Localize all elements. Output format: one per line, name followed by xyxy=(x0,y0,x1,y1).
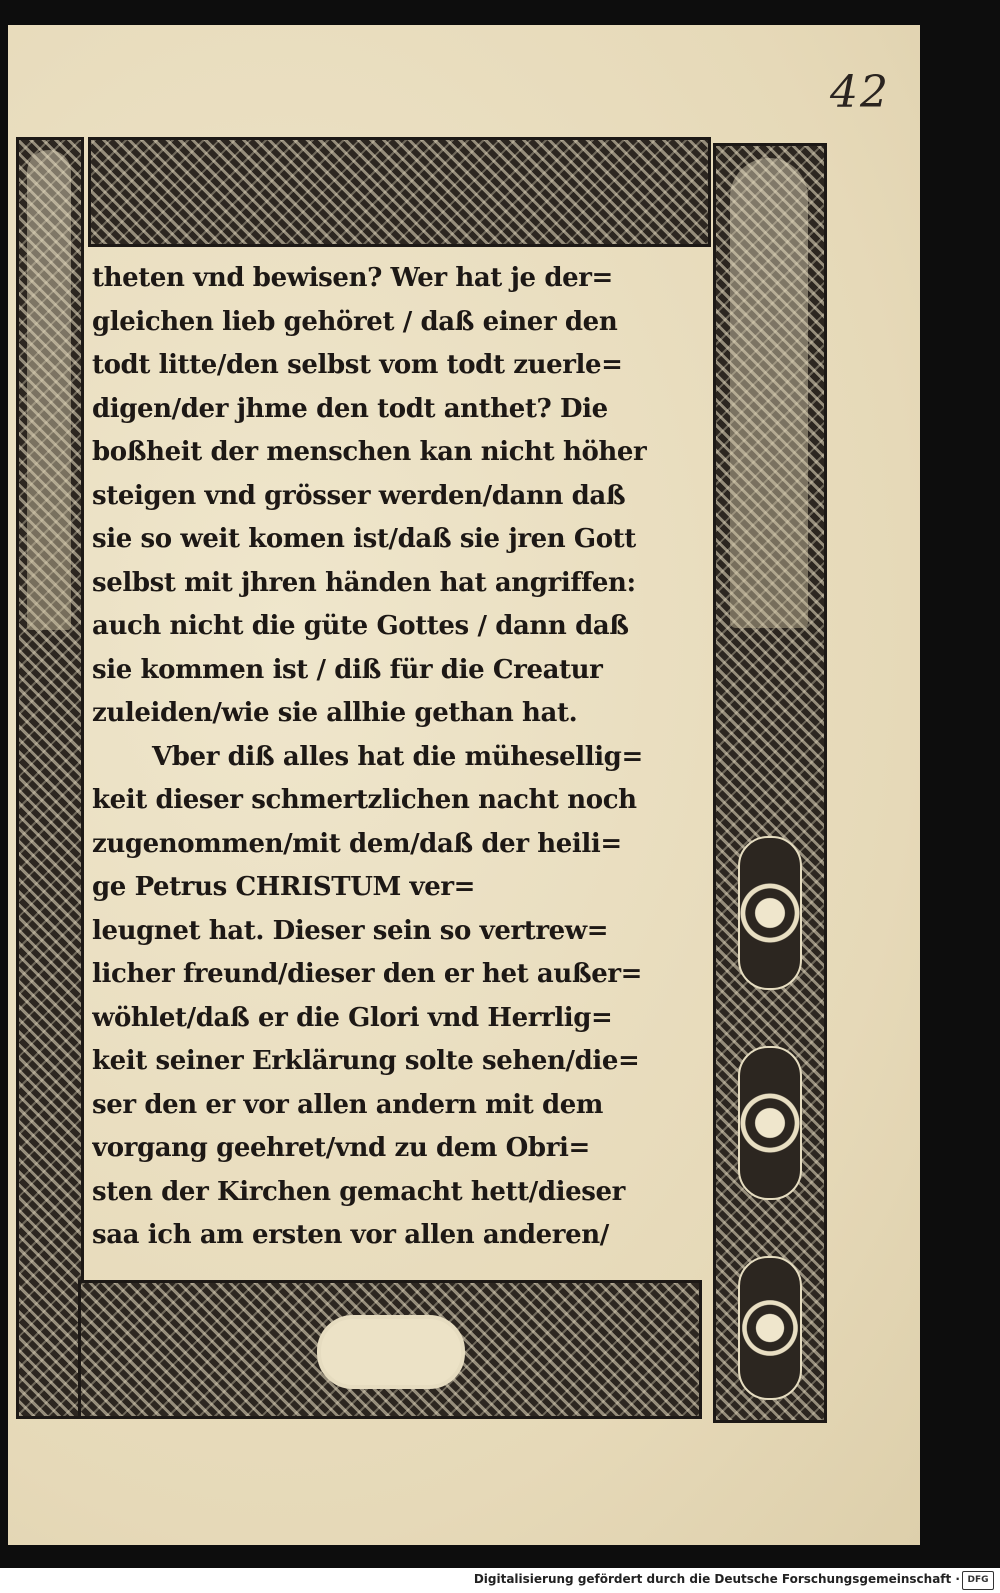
text-line: boßheit der menschen kan nicht höher xyxy=(92,437,647,467)
book-page xyxy=(8,25,920,1545)
text-line: theten vnd bewisen? Wer hat je der= xyxy=(92,263,613,293)
text-line: keit seiner Erklärung solte sehen/die= xyxy=(92,1046,640,1076)
column-medallion xyxy=(738,1256,802,1400)
text-line: ser den er vor allen andern mit dem xyxy=(92,1089,604,1120)
text-line: steigen vnd grösser werden/dann daß xyxy=(92,480,626,511)
text-line: ge Petrus CHRISTUM ver= xyxy=(92,872,476,902)
text-line: Vber diß alles hat die mühesellig= xyxy=(152,741,643,772)
blank-cartouche xyxy=(317,1315,465,1389)
funding-credit: Digitalisierung gefördert durch die Deutsche Forschungsgemeinschaft · xyxy=(473,1572,960,1586)
text-line: gleichen lieb gehöret / daß einer den xyxy=(92,306,618,337)
left-border-ornament xyxy=(16,137,84,1419)
column-medallion xyxy=(738,1046,802,1200)
text-line: selbst mit jhren händen hat angriffen: xyxy=(92,567,636,598)
text-line: saa ich am ersten vor allen anderen/ xyxy=(92,1220,609,1250)
text-line: sie so weit komen ist/daß sie jren Gott xyxy=(92,524,636,554)
text-line: licher freund/dieser den er het außer= xyxy=(92,959,643,989)
text-line: sten der Kirchen gemacht hett/dieser xyxy=(92,1176,625,1207)
text-line: auch nicht die güte Gottes / dann daß xyxy=(92,611,629,641)
text-line: zuleiden/wie sie allhie gethan hat. xyxy=(92,698,578,728)
standing-figure-ornament xyxy=(730,158,808,628)
text-line: keit dieser schmertzlichen nacht noch xyxy=(92,785,637,815)
text-line: todt litte/den selbst vom todt zuerle= xyxy=(92,350,623,380)
folio-number: 42 xyxy=(830,67,890,118)
text-line: vorgang geehret/vnd zu dem Obri= xyxy=(92,1133,590,1163)
text-line: zugenommen/mit dem/daß der heili= xyxy=(92,828,622,859)
standing-figure-ornament xyxy=(27,150,71,630)
body-text xyxy=(92,257,700,1258)
top-border-ornament xyxy=(88,137,711,247)
right-border-ornament xyxy=(713,143,827,1423)
text-line: sie kommen ist / diß für die Creatur xyxy=(92,654,603,685)
bottom-border-ornament xyxy=(78,1280,702,1419)
dfg-logo: DFG xyxy=(962,1571,994,1590)
column-medallion xyxy=(738,836,802,990)
text-line: digen/der jhme den todt anthet? Die xyxy=(92,393,608,424)
text-line: wöhlet/daß er die Glori vnd Herrlig= xyxy=(92,1002,613,1033)
text-line: leugnet hat. Dieser sein so vertrew= xyxy=(92,915,609,946)
digitization-footer xyxy=(0,1568,1000,1593)
